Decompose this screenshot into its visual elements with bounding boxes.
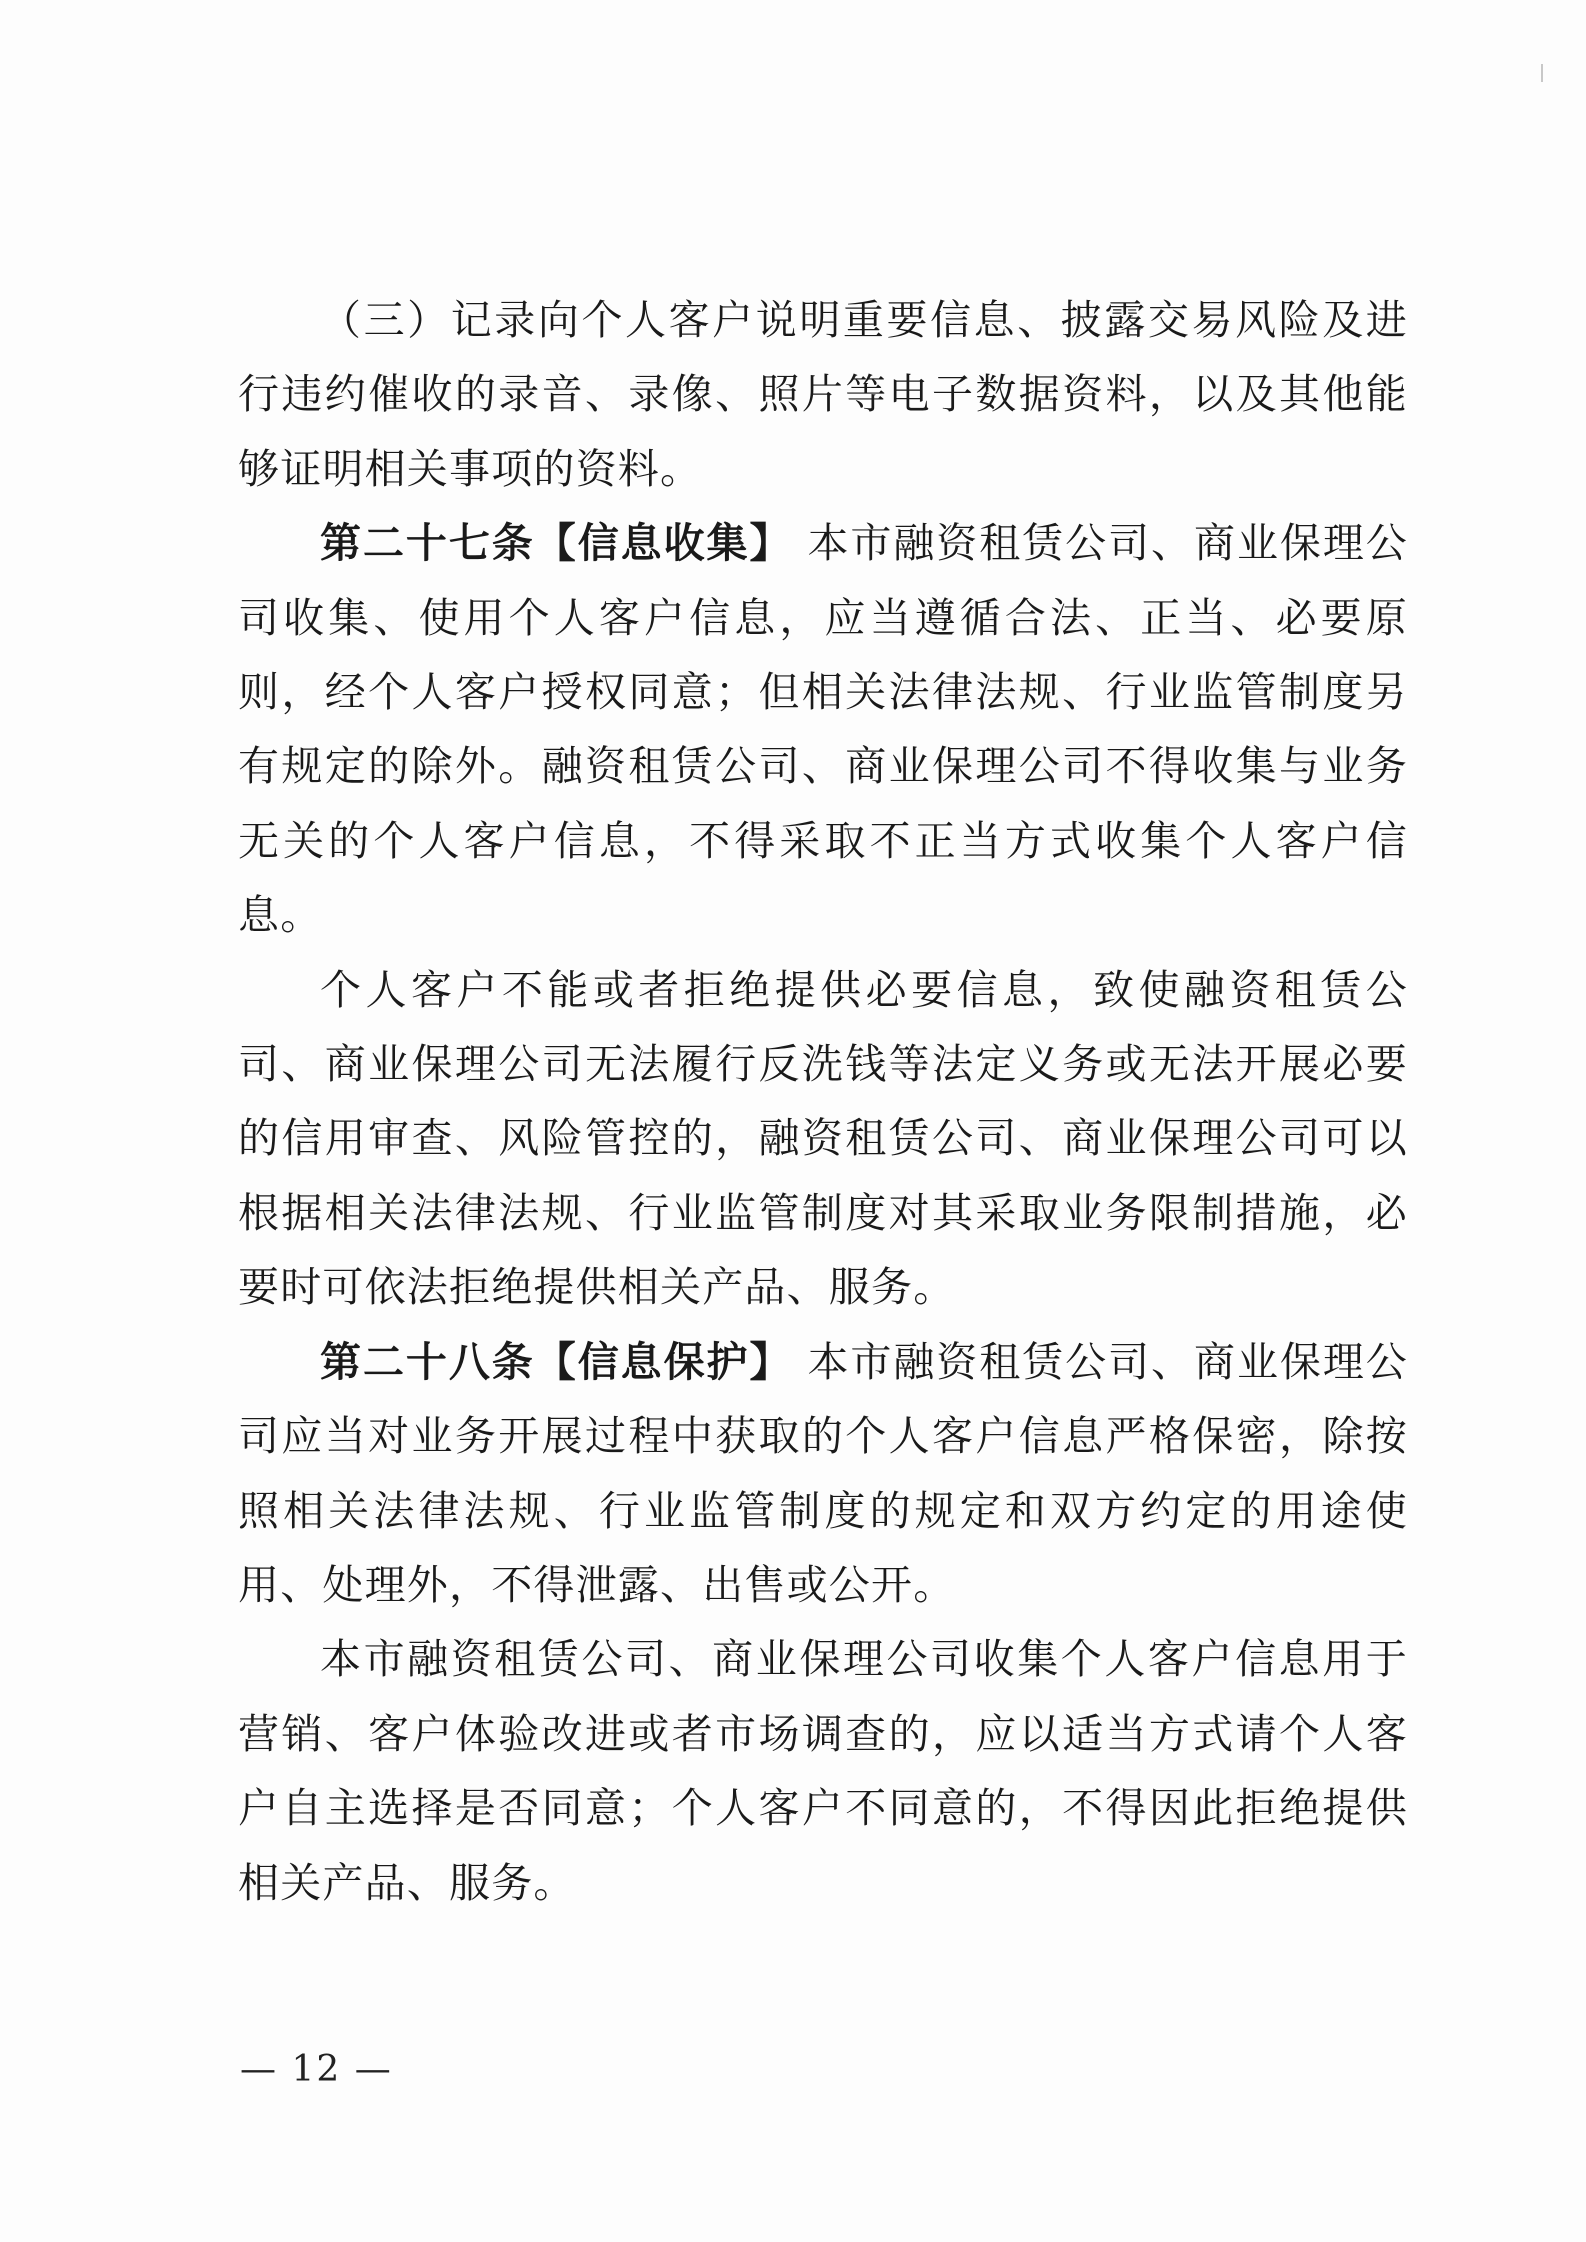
paragraph-4 bbox=[238, 1325, 1408, 1623]
paragraph-3 bbox=[238, 953, 1408, 1325]
paragraph-5 bbox=[238, 1622, 1408, 1920]
paragraph-text: 本市融资租赁公司、商业保理公司收集、使用个人客户信息，应当遵循合法、正当、必要原则，经个人客户授权同意；但相关法律法规、行业监管制度另有规定的除外。融资租赁公司、商业保理公司不得收集与业务无关的个人客户信息，不得采取不正当方式收集个人客户信息。 bbox=[238, 519, 1409, 940]
article-heading: 第二十八条【信息保护】 bbox=[320, 1337, 793, 1386]
article-heading: 第二十七条【信息收集】 bbox=[320, 519, 793, 568]
page-number: — 12 — bbox=[240, 2049, 393, 2090]
document-body bbox=[238, 283, 1408, 1920]
scan-mark bbox=[1541, 64, 1543, 82]
paragraph-text: 个人客户不能或者拒绝提供必要信息，致使融资租赁公司、商业保理公司无法履行反洗钱等法定义务或无法开展必要的信用审查、风险管控的，融资租赁公司、商业保理公司可以根据相关法律法规、行业监管制度对其采取业务限制措施，必要时可依法拒绝提供相关产品、服务。 bbox=[238, 965, 1408, 1312]
paragraph-text: 本市融资租赁公司、商业保理公司应当对业务开展过程中获取的个人客户信息严格保密，除按照相关法律法规、行业监管制度的规定和双方约定的用途使用、处理外，不得泄露、出售或公开。 bbox=[238, 1337, 1409, 1609]
paragraph-text: 本市融资租赁公司、商业保理公司收集个人客户信息用于营销、客户体验改进或者市场调查的，应以适当方式请个人客户自主选择是否同意；个人客户不同意的，不得因此拒绝提供相关产品、服务。 bbox=[238, 1635, 1408, 1907]
paragraph-1 bbox=[238, 283, 1408, 506]
paragraph-2 bbox=[238, 506, 1408, 952]
paragraph-text: （三）记录向个人客户说明重要信息、披露交易风险及进行违约催收的录音、录像、照片等电子数据资料，以及其他能够证明相关事项的资料。 bbox=[238, 296, 1408, 493]
